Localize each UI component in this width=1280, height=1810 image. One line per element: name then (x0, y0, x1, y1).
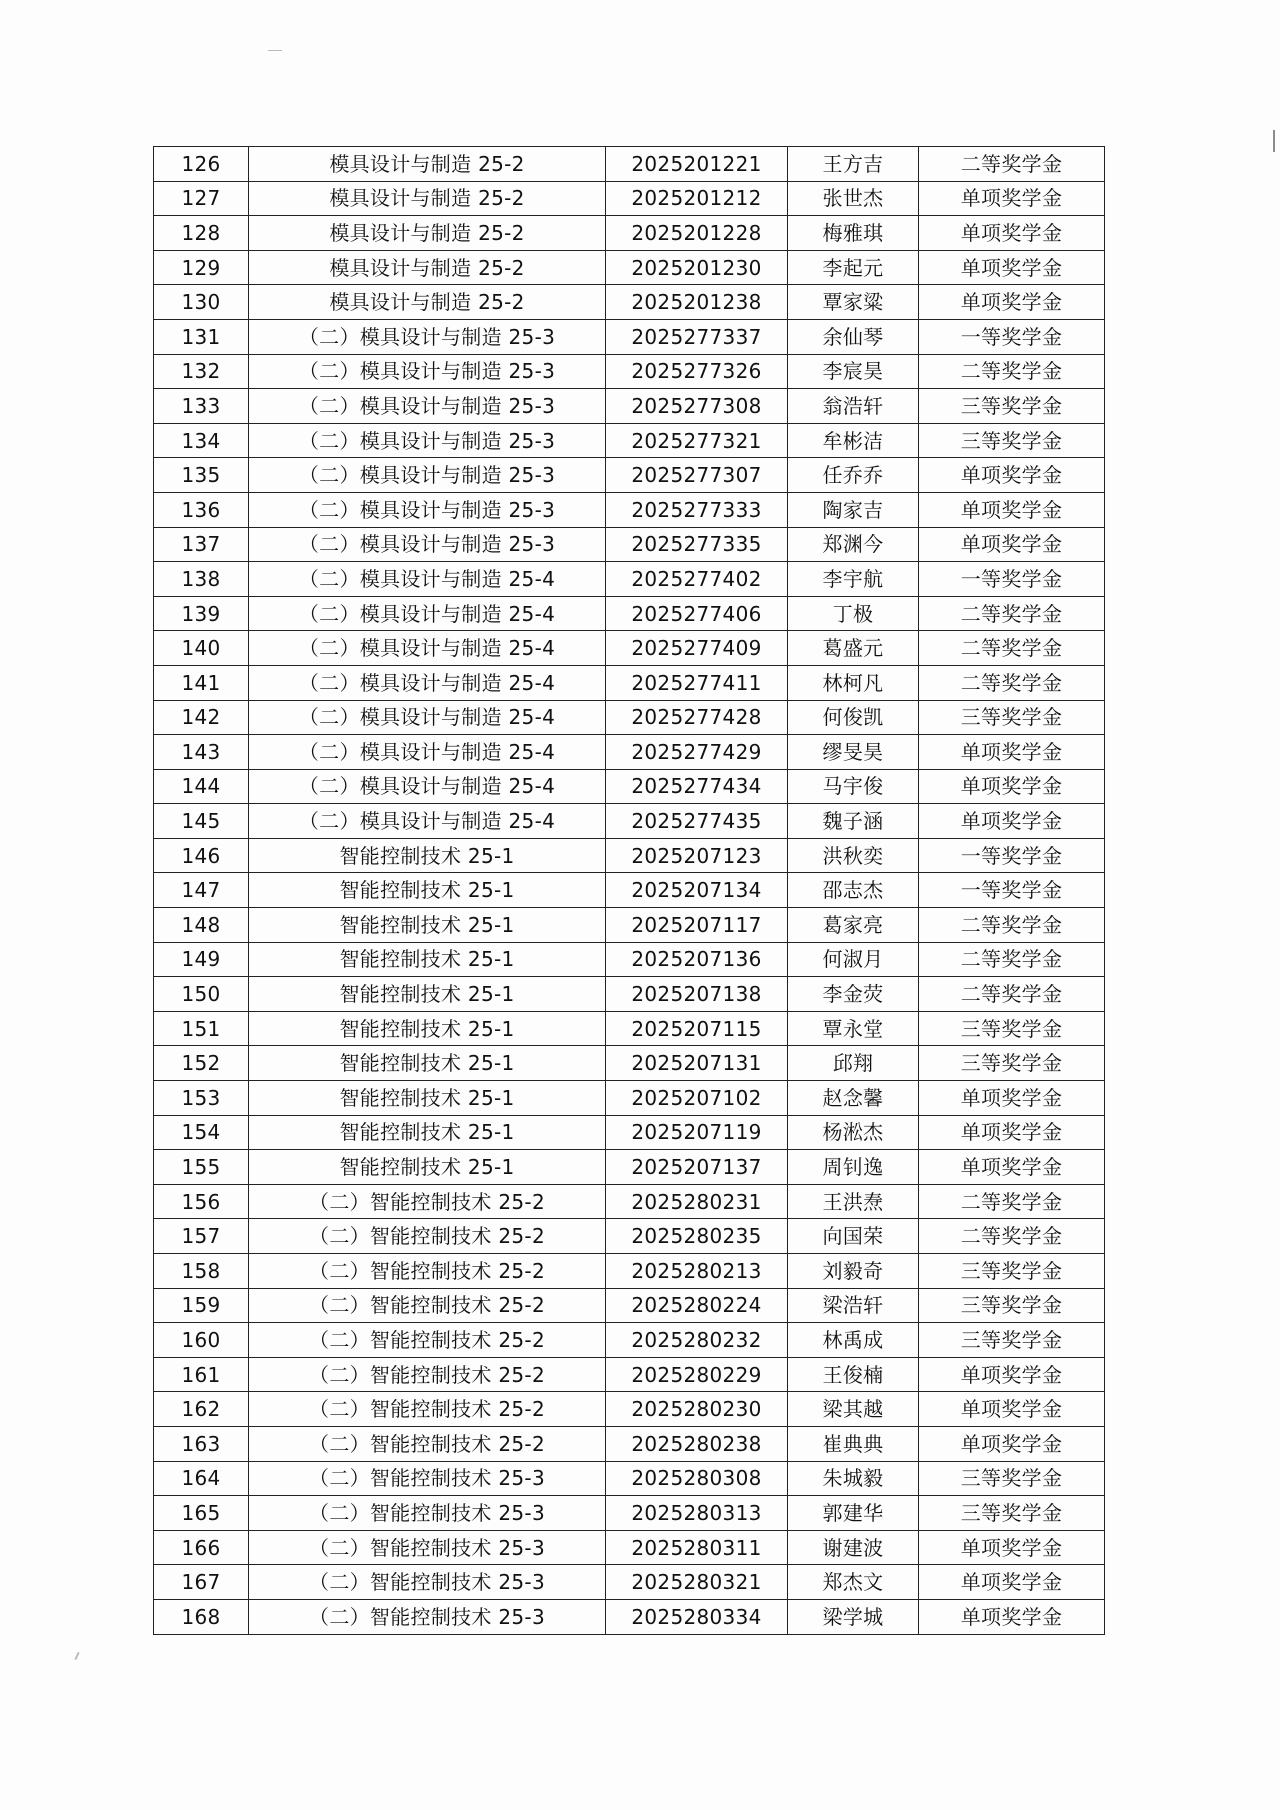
student-id-cell: 2025277434 (606, 769, 788, 804)
award-type-cell: 单项奖学金 (919, 527, 1105, 562)
scholarship-table (153, 146, 1105, 1635)
student-name-cell: 邵志杰 (788, 873, 919, 908)
row-number-cell: 150 (154, 977, 249, 1012)
student-id-cell: 2025207123 (606, 838, 788, 873)
table-row (154, 458, 1105, 493)
student-name-cell: 杨淞杰 (788, 1115, 919, 1150)
scan-artifact-top (268, 50, 282, 51)
class-name-cell: （二）模具设计与制造 25-3 (249, 319, 606, 354)
student-name-cell: 刘毅奇 (788, 1254, 919, 1289)
award-type-cell: 三等奖学金 (919, 389, 1105, 424)
award-type-cell: 单项奖学金 (919, 1392, 1105, 1427)
award-type-cell: 单项奖学金 (919, 1426, 1105, 1461)
award-type-cell: 单项奖学金 (919, 1081, 1105, 1116)
award-type-cell: 三等奖学金 (919, 423, 1105, 458)
award-type-cell: 二等奖学金 (919, 942, 1105, 977)
student-id-cell: 2025280231 (606, 1184, 788, 1219)
class-name-cell: （二）智能控制技术 25-2 (249, 1184, 606, 1219)
student-name-cell: 郑渊今 (788, 527, 919, 562)
class-name-cell: （二）模具设计与制造 25-4 (249, 700, 606, 735)
student-id-cell: 2025201221 (606, 147, 788, 182)
student-name-cell: 陶家吉 (788, 492, 919, 527)
class-name-cell: 模具设计与制造 25-2 (249, 216, 606, 251)
row-number-cell: 156 (154, 1184, 249, 1219)
row-number-cell: 163 (154, 1426, 249, 1461)
student-id-cell: 2025277409 (606, 631, 788, 666)
student-id-cell: 2025277429 (606, 735, 788, 770)
class-name-cell: （二）模具设计与制造 25-3 (249, 389, 606, 424)
row-number-cell: 135 (154, 458, 249, 493)
student-id-cell: 2025201230 (606, 250, 788, 285)
table-row (154, 1426, 1105, 1461)
table-row (154, 735, 1105, 770)
table-row (154, 769, 1105, 804)
row-number-cell: 146 (154, 838, 249, 873)
student-id-cell: 2025207131 (606, 1046, 788, 1081)
table-row (154, 1150, 1105, 1185)
row-number-cell: 138 (154, 562, 249, 597)
row-number-cell: 149 (154, 942, 249, 977)
table-row (154, 1392, 1105, 1427)
student-id-cell: 2025277411 (606, 665, 788, 700)
class-name-cell: （二）模具设计与制造 25-3 (249, 458, 606, 493)
table-row (154, 838, 1105, 873)
scan-artifact-left (74, 1652, 79, 1660)
award-type-cell: 二等奖学金 (919, 908, 1105, 943)
table-row (154, 319, 1105, 354)
student-name-cell: 梁学城 (788, 1599, 919, 1634)
table-row (154, 423, 1105, 458)
student-name-cell: 谢建波 (788, 1530, 919, 1565)
class-name-cell: 智能控制技术 25-1 (249, 1115, 606, 1150)
student-id-cell: 2025280321 (606, 1565, 788, 1600)
table-row (154, 977, 1105, 1012)
table-row (154, 527, 1105, 562)
class-name-cell: （二）模具设计与制造 25-4 (249, 596, 606, 631)
award-type-cell: 三等奖学金 (919, 1011, 1105, 1046)
student-name-cell: 朱城毅 (788, 1461, 919, 1496)
table-row (154, 181, 1105, 216)
row-number-cell: 136 (154, 492, 249, 527)
student-name-cell: 梅雅琪 (788, 216, 919, 251)
class-name-cell: （二）模具设计与制造 25-3 (249, 423, 606, 458)
table-row (154, 1184, 1105, 1219)
award-type-cell: 二等奖学金 (919, 596, 1105, 631)
student-id-cell: 2025207137 (606, 1150, 788, 1185)
row-number-cell: 168 (154, 1599, 249, 1634)
student-id-cell: 2025280313 (606, 1496, 788, 1531)
student-id-cell: 2025277402 (606, 562, 788, 597)
table-row (154, 250, 1105, 285)
row-number-cell: 154 (154, 1115, 249, 1150)
student-name-cell: 王洪焘 (788, 1184, 919, 1219)
row-number-cell: 164 (154, 1461, 249, 1496)
student-id-cell: 2025280213 (606, 1254, 788, 1289)
class-name-cell: （二）模具设计与制造 25-3 (249, 354, 606, 389)
award-type-cell: 单项奖学金 (919, 804, 1105, 839)
student-name-cell: 林禹成 (788, 1323, 919, 1358)
table-row (154, 1115, 1105, 1150)
student-name-cell: 洪秋奕 (788, 838, 919, 873)
award-type-cell: 单项奖学金 (919, 216, 1105, 251)
row-number-cell: 128 (154, 216, 249, 251)
student-name-cell: 李金荧 (788, 977, 919, 1012)
row-number-cell: 161 (154, 1357, 249, 1392)
class-name-cell: （二）智能控制技术 25-2 (249, 1392, 606, 1427)
class-name-cell: （二）智能控制技术 25-2 (249, 1426, 606, 1461)
table-row (154, 631, 1105, 666)
award-type-cell: 单项奖学金 (919, 181, 1105, 216)
table-row (154, 665, 1105, 700)
award-type-cell: 单项奖学金 (919, 735, 1105, 770)
row-number-cell: 144 (154, 769, 249, 804)
student-name-cell: 梁浩轩 (788, 1288, 919, 1323)
class-name-cell: （二）模具设计与制造 25-4 (249, 735, 606, 770)
student-name-cell: 周钊逸 (788, 1150, 919, 1185)
student-name-cell: 牟彬洁 (788, 423, 919, 458)
student-name-cell: 何淑月 (788, 942, 919, 977)
award-type-cell: 单项奖学金 (919, 1357, 1105, 1392)
class-name-cell: 模具设计与制造 25-2 (249, 147, 606, 182)
table-row (154, 1323, 1105, 1358)
row-number-cell: 141 (154, 665, 249, 700)
row-number-cell: 130 (154, 285, 249, 320)
row-number-cell: 159 (154, 1288, 249, 1323)
class-name-cell: （二）智能控制技术 25-2 (249, 1357, 606, 1392)
table-row (154, 216, 1105, 251)
class-name-cell: （二）模具设计与制造 25-4 (249, 631, 606, 666)
table-row (154, 1599, 1105, 1634)
student-id-cell: 2025280308 (606, 1461, 788, 1496)
table-row (154, 1496, 1105, 1531)
table-row (154, 285, 1105, 320)
row-number-cell: 126 (154, 147, 249, 182)
student-name-cell: 马宇俊 (788, 769, 919, 804)
student-name-cell: 任乔乔 (788, 458, 919, 493)
award-type-cell: 三等奖学金 (919, 1323, 1105, 1358)
student-id-cell: 2025277337 (606, 319, 788, 354)
table-row (154, 1357, 1105, 1392)
row-number-cell: 155 (154, 1150, 249, 1185)
student-id-cell: 2025277435 (606, 804, 788, 839)
table-row (154, 1254, 1105, 1289)
row-number-cell: 158 (154, 1254, 249, 1289)
class-name-cell: （二）智能控制技术 25-2 (249, 1323, 606, 1358)
award-type-cell: 一等奖学金 (919, 873, 1105, 908)
student-name-cell: 何俊凯 (788, 700, 919, 735)
row-number-cell: 148 (154, 908, 249, 943)
table-row (154, 1530, 1105, 1565)
row-number-cell: 131 (154, 319, 249, 354)
award-type-cell: 三等奖学金 (919, 700, 1105, 735)
award-type-cell: 单项奖学金 (919, 492, 1105, 527)
class-name-cell: 智能控制技术 25-1 (249, 1081, 606, 1116)
student-id-cell: 2025280235 (606, 1219, 788, 1254)
class-name-cell: 智能控制技术 25-1 (249, 942, 606, 977)
student-id-cell: 2025207138 (606, 977, 788, 1012)
row-number-cell: 165 (154, 1496, 249, 1531)
student-name-cell: 覃永堂 (788, 1011, 919, 1046)
class-name-cell: （二）智能控制技术 25-2 (249, 1219, 606, 1254)
student-name-cell: 梁其越 (788, 1392, 919, 1427)
table-row (154, 942, 1105, 977)
student-name-cell: 邱翔 (788, 1046, 919, 1081)
student-id-cell: 2025207115 (606, 1011, 788, 1046)
student-id-cell: 2025280230 (606, 1392, 788, 1427)
student-id-cell: 2025207136 (606, 942, 788, 977)
class-name-cell: （二）智能控制技术 25-2 (249, 1254, 606, 1289)
class-name-cell: （二）模具设计与制造 25-4 (249, 804, 606, 839)
award-type-cell: 二等奖学金 (919, 977, 1105, 1012)
student-id-cell: 2025277307 (606, 458, 788, 493)
row-number-cell: 133 (154, 389, 249, 424)
row-number-cell: 129 (154, 250, 249, 285)
student-id-cell: 2025280232 (606, 1323, 788, 1358)
class-name-cell: 模具设计与制造 25-2 (249, 181, 606, 216)
student-id-cell: 2025201228 (606, 216, 788, 251)
class-name-cell: （二）智能控制技术 25-3 (249, 1565, 606, 1600)
award-type-cell: 二等奖学金 (919, 631, 1105, 666)
award-type-cell: 三等奖学金 (919, 1461, 1105, 1496)
table-row (154, 354, 1105, 389)
class-name-cell: 智能控制技术 25-1 (249, 977, 606, 1012)
award-type-cell: 一等奖学金 (919, 838, 1105, 873)
row-number-cell: 142 (154, 700, 249, 735)
award-type-cell: 二等奖学金 (919, 665, 1105, 700)
student-name-cell: 向国荣 (788, 1219, 919, 1254)
table-row (154, 908, 1105, 943)
class-name-cell: （二）智能控制技术 25-3 (249, 1496, 606, 1531)
class-name-cell: （二）智能控制技术 25-3 (249, 1461, 606, 1496)
award-type-cell: 一等奖学金 (919, 319, 1105, 354)
table-row (154, 147, 1105, 182)
award-type-cell: 二等奖学金 (919, 1184, 1105, 1219)
row-number-cell: 140 (154, 631, 249, 666)
class-name-cell: （二）模具设计与制造 25-3 (249, 527, 606, 562)
award-type-cell: 二等奖学金 (919, 354, 1105, 389)
award-type-cell: 二等奖学金 (919, 147, 1105, 182)
row-number-cell: 166 (154, 1530, 249, 1565)
class-name-cell: 智能控制技术 25-1 (249, 908, 606, 943)
student-name-cell: 郭建华 (788, 1496, 919, 1531)
class-name-cell: 模具设计与制造 25-2 (249, 250, 606, 285)
table-row (154, 1081, 1105, 1116)
award-type-cell: 单项奖学金 (919, 1565, 1105, 1600)
student-name-cell: 魏子涵 (788, 804, 919, 839)
student-id-cell: 2025207117 (606, 908, 788, 943)
class-name-cell: （二）模具设计与制造 25-3 (249, 492, 606, 527)
student-name-cell: 覃家粱 (788, 285, 919, 320)
row-number-cell: 147 (154, 873, 249, 908)
award-type-cell: 单项奖学金 (919, 1115, 1105, 1150)
award-type-cell: 单项奖学金 (919, 769, 1105, 804)
table-row (154, 389, 1105, 424)
class-name-cell: 智能控制技术 25-1 (249, 873, 606, 908)
student-id-cell: 2025207119 (606, 1115, 788, 1150)
award-type-cell: 一等奖学金 (919, 562, 1105, 597)
table-row (154, 562, 1105, 597)
row-number-cell: 152 (154, 1046, 249, 1081)
student-name-cell: 王方吉 (788, 147, 919, 182)
student-name-cell: 王俊楠 (788, 1357, 919, 1392)
class-name-cell: （二）模具设计与制造 25-4 (249, 665, 606, 700)
award-type-cell: 三等奖学金 (919, 1254, 1105, 1289)
table-row (154, 1219, 1105, 1254)
row-number-cell: 160 (154, 1323, 249, 1358)
award-type-cell: 单项奖学金 (919, 250, 1105, 285)
student-name-cell: 葛家亮 (788, 908, 919, 943)
award-type-cell: 二等奖学金 (919, 1219, 1105, 1254)
class-name-cell: 智能控制技术 25-1 (249, 838, 606, 873)
student-name-cell: 赵念馨 (788, 1081, 919, 1116)
award-type-cell: 单项奖学金 (919, 285, 1105, 320)
award-type-cell: 单项奖学金 (919, 1599, 1105, 1634)
row-number-cell: 145 (154, 804, 249, 839)
student-id-cell: 2025277428 (606, 700, 788, 735)
student-id-cell: 2025280334 (606, 1599, 788, 1634)
student-name-cell: 崔典典 (788, 1426, 919, 1461)
class-name-cell: （二）模具设计与制造 25-4 (249, 769, 606, 804)
row-number-cell: 137 (154, 527, 249, 562)
table-body (154, 147, 1105, 1635)
row-number-cell: 127 (154, 181, 249, 216)
table-row (154, 1565, 1105, 1600)
student-id-cell: 2025201212 (606, 181, 788, 216)
row-number-cell: 153 (154, 1081, 249, 1116)
table-row (154, 1046, 1105, 1081)
class-name-cell: 智能控制技术 25-1 (249, 1150, 606, 1185)
student-id-cell: 2025280238 (606, 1426, 788, 1461)
student-name-cell: 林柯凡 (788, 665, 919, 700)
table-row (154, 700, 1105, 735)
student-name-cell: 李宇航 (788, 562, 919, 597)
student-id-cell: 2025277335 (606, 527, 788, 562)
award-type-cell: 三等奖学金 (919, 1288, 1105, 1323)
student-id-cell: 2025277321 (606, 423, 788, 458)
class-name-cell: （二）智能控制技术 25-3 (249, 1599, 606, 1634)
class-name-cell: （二）智能控制技术 25-3 (249, 1530, 606, 1565)
award-type-cell: 单项奖学金 (919, 1530, 1105, 1565)
table-row (154, 1461, 1105, 1496)
student-id-cell: 2025280229 (606, 1357, 788, 1392)
row-number-cell: 157 (154, 1219, 249, 1254)
student-name-cell: 张世杰 (788, 181, 919, 216)
student-id-cell: 2025277333 (606, 492, 788, 527)
student-name-cell: 余仙琴 (788, 319, 919, 354)
student-id-cell: 2025201238 (606, 285, 788, 320)
student-id-cell: 2025280224 (606, 1288, 788, 1323)
award-type-cell: 三等奖学金 (919, 1496, 1105, 1531)
student-name-cell: 李起元 (788, 250, 919, 285)
student-name-cell: 翁浩轩 (788, 389, 919, 424)
row-number-cell: 167 (154, 1565, 249, 1600)
table-row (154, 804, 1105, 839)
student-name-cell: 缪旻昊 (788, 735, 919, 770)
table-row (154, 492, 1105, 527)
student-id-cell: 2025277308 (606, 389, 788, 424)
row-number-cell: 143 (154, 735, 249, 770)
student-name-cell: 丁极 (788, 596, 919, 631)
row-number-cell: 132 (154, 354, 249, 389)
award-type-cell: 单项奖学金 (919, 1150, 1105, 1185)
student-name-cell: 郑杰文 (788, 1565, 919, 1600)
row-number-cell: 151 (154, 1011, 249, 1046)
student-id-cell: 2025207102 (606, 1081, 788, 1116)
table-row (154, 873, 1105, 908)
class-name-cell: 智能控制技术 25-1 (249, 1011, 606, 1046)
row-number-cell: 134 (154, 423, 249, 458)
student-id-cell: 2025280311 (606, 1530, 788, 1565)
award-type-cell: 单项奖学金 (919, 458, 1105, 493)
student-id-cell: 2025277326 (606, 354, 788, 389)
class-name-cell: 模具设计与制造 25-2 (249, 285, 606, 320)
student-id-cell: 2025277406 (606, 596, 788, 631)
class-name-cell: 智能控制技术 25-1 (249, 1046, 606, 1081)
table-row (154, 596, 1105, 631)
class-name-cell: （二）智能控制技术 25-2 (249, 1288, 606, 1323)
student-name-cell: 葛盛元 (788, 631, 919, 666)
table-row (154, 1288, 1105, 1323)
row-number-cell: 139 (154, 596, 249, 631)
student-id-cell: 2025207134 (606, 873, 788, 908)
class-name-cell: （二）模具设计与制造 25-4 (249, 562, 606, 597)
row-number-cell: 162 (154, 1392, 249, 1427)
student-name-cell: 李宸昊 (788, 354, 919, 389)
scan-artifact-right (1273, 130, 1275, 152)
table-row (154, 1011, 1105, 1046)
award-type-cell: 三等奖学金 (919, 1046, 1105, 1081)
